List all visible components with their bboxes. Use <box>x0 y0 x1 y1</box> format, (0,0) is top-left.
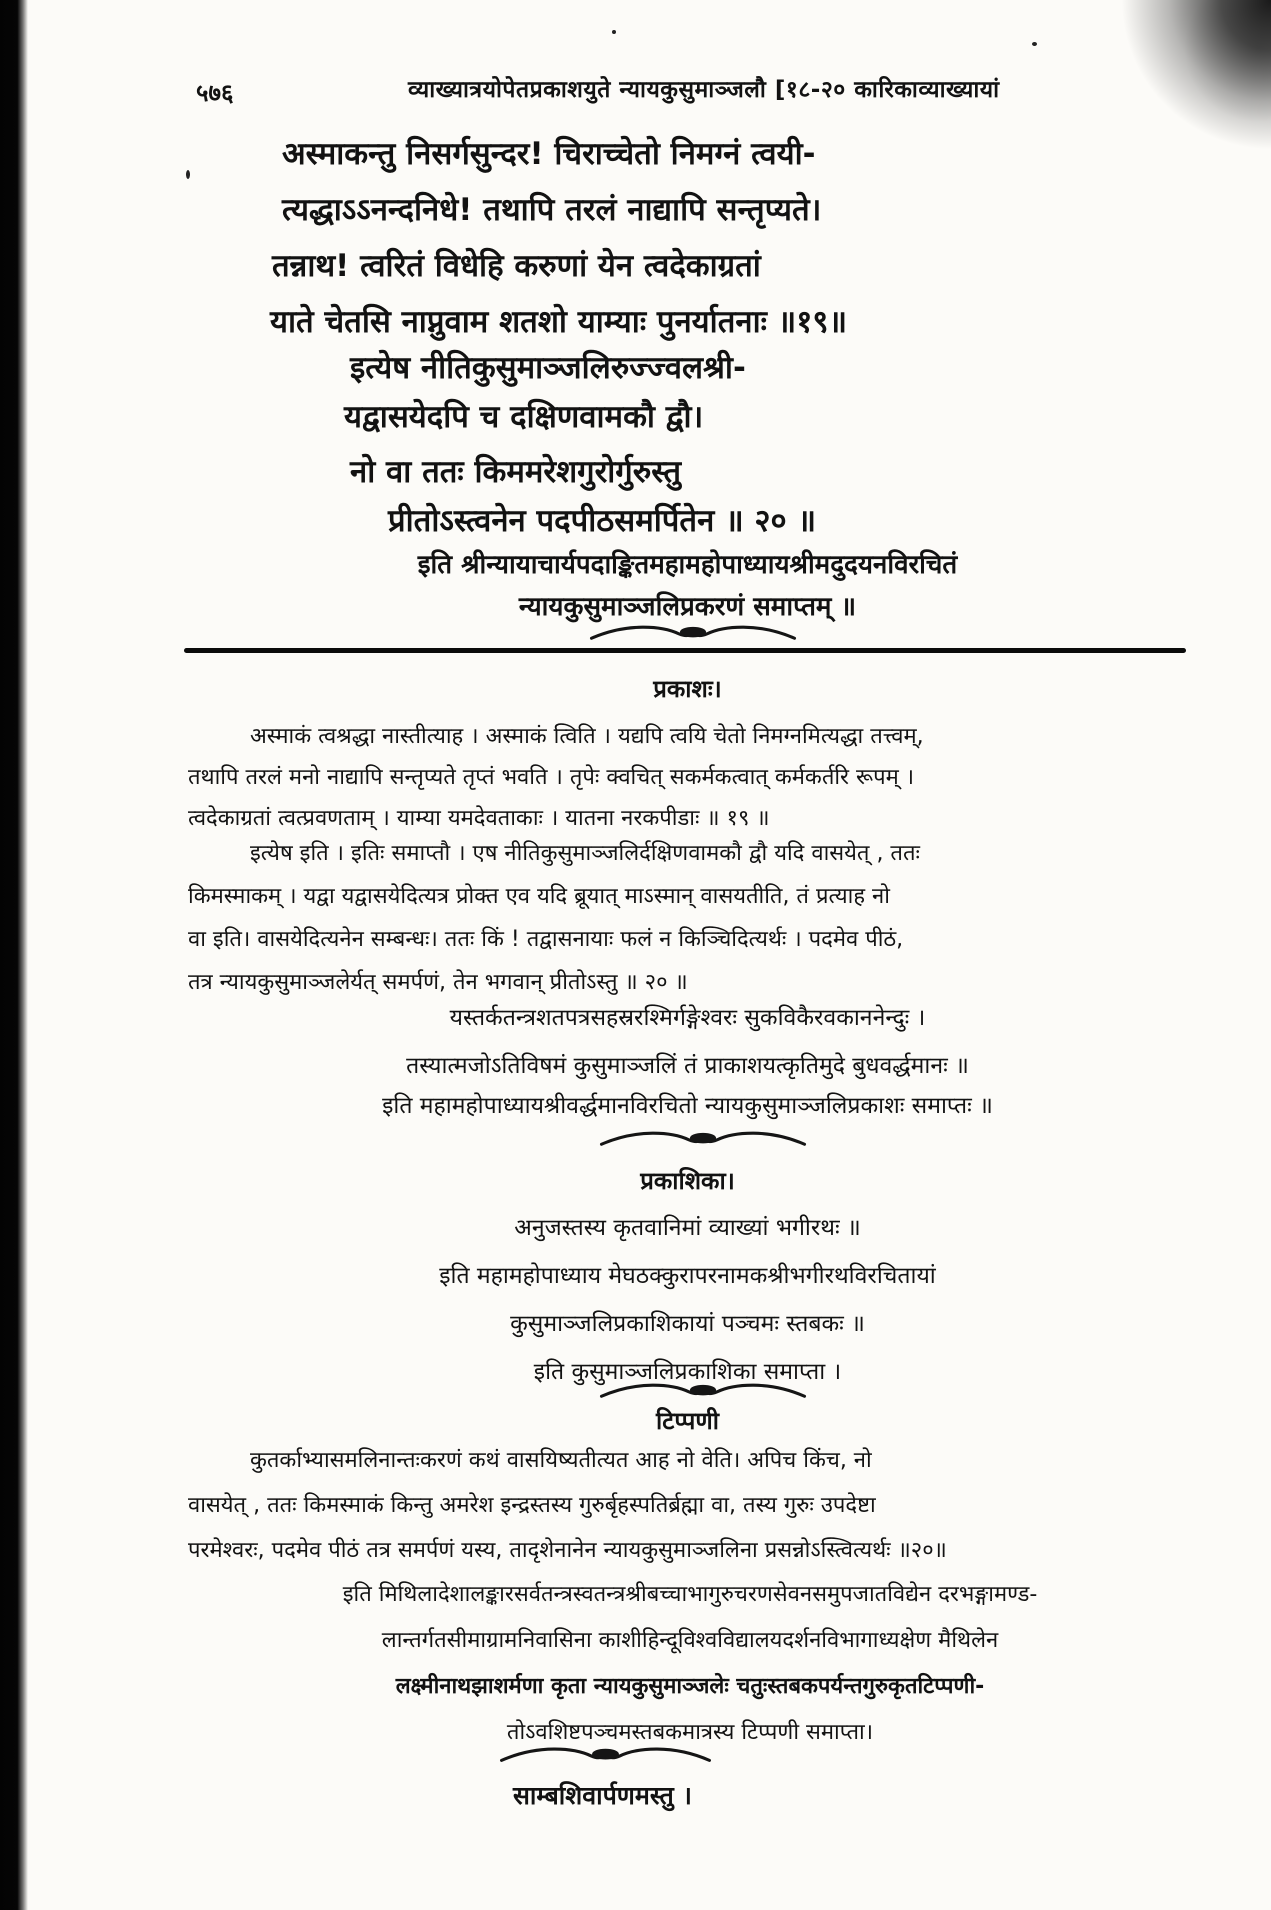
prakasha-para-2-line: इत्येष इति । इतिः समाप्तौ । एष नीतिकुसुमाञ्जलिर्दक्षिणवामकौ द्वौ यदि वासयेत् , ततः <box>250 841 920 866</box>
tippani-colophon-line: लक्ष्मीनाथझाशर्मणा कृता न्यायकुसुमाञ्जलेः चतुःस्तबकपर्यन्तगुरुकृतटिप्पणी- <box>395 1674 985 1699</box>
verse-19-line: अस्माकन्तु निसर्गसुन्दर! चिराच्चेतो निमग्नं त्वयी- <box>282 136 816 172</box>
verse-19-line: याते चेतसि नाप्नुवाम शतशो याम्याः पुनर्यातनाः ॥१९॥ <box>270 304 848 340</box>
prakashika-block <box>190 1204 1185 1396</box>
ink-speck <box>1032 42 1037 46</box>
flourish-ornament <box>498 1742 713 1768</box>
ink-speck <box>186 170 190 179</box>
section-divider <box>184 648 1186 653</box>
closing-benediction: साम्बशिवार्पणमस्तु । <box>512 1781 692 1810</box>
verse-20-line: नो वा ततः किममरेशगुरोर्गुरुस्तु <box>350 454 682 490</box>
prakasha-para-1 <box>188 716 1192 839</box>
verse-19-line: त्यद्धाऽऽनन्दनिधे! तथापि तरलं नाद्यापि सन्तृप्यते। <box>282 192 822 228</box>
main-colophon <box>190 544 1185 628</box>
main-colophon-line: इति श्रीन्यायाचार्यपदाङ्कितमहामहोपाध्यायश्रीमदुदयनविरचितं <box>417 550 958 580</box>
prakasha-para-2 <box>188 832 1192 1004</box>
scan-noise-corner <box>1111 0 1271 160</box>
tippani-colophon-line: इति मिथिलादेशालङ्कारसर्वतन्त्रस्वतन्त्रश्रीबच्चाभागुरुचरणसेवनसमुपजातविद्येन दरभङ्गामण्ड- <box>342 1582 1038 1607</box>
flourish-ornament <box>598 1126 808 1152</box>
verse-20-line: प्रीतोऽस्त्वनेन पदपीठसमर्पितेन ॥ २० ॥ <box>388 503 817 539</box>
tippani-para-line: कुतर्काभ्यासमलिनान्तःकरणं कथं वासयिष्यतीत्यत आह नो वेति। अपिच किंच, नो <box>250 1448 872 1473</box>
prakasha-para-1-line: तथापि तरलं मनो नाद्यापि सन्तृप्यते तृप्तं भवति । तृपेः क्वचित् सकर्मकत्वात् कर्मकर्तरि रूपम् । <box>188 765 915 790</box>
verse-20-line: इत्येष नीतिकुसुमाञ्जलिरुज्ज्वलश्री- <box>350 350 746 386</box>
prakasha-para-1-line: त्वदेकाग्रतां त्वत्प्रवणताम् । याम्या यमदेवताकाः । यातना नरकपीडाः ॥ १९ ॥ <box>188 806 770 831</box>
tippani-colophon <box>188 1572 1192 1756</box>
prakasha-heading: प्रकाशः। <box>653 675 722 703</box>
prakasha-para-2-line: वा इति। वासयेदित्यनेन सम्बन्धः। ततः किं ! तद्वासनायाः फलं न किञ्चिदित्यर्थः । पदमेव पीठं, <box>188 927 904 952</box>
tippani-para <box>188 1438 1192 1573</box>
verse-20-line: यद्वासयेदपि च दक्षिणवामकौ द्वौ। <box>344 399 704 435</box>
prakasha-para-2-line: तत्र न्यायकुसुमाञ्जलेर्यत् समर्पणं, तेन भगवान् प्रीतोऽस्तु ॥ २० ॥ <box>188 970 688 995</box>
tippani-colophon-line: तोऽवशिष्टपञ्चमस्तबकमात्रस्य टिप्पणी समाप्ता। <box>506 1720 874 1745</box>
verse-19-line: तन्नाथ! त्वरितं विधेहि करुणां येन त्वदेकाग्रतां <box>272 248 761 284</box>
prakashika-line: इति महामहोपाध्याय मेघठक्कुरापरनामकश्रीभगीरथविरचितायां <box>439 1263 936 1289</box>
scan-edge-bar <box>0 0 28 1910</box>
running-title: व्याख्यात्रयोपेतप्रकाशयुते न्यायकुसुमाञ्जलौ [१८-२० कारिकाव्याख्यायां <box>408 77 1000 103</box>
prakasha-verse <box>190 994 1185 1090</box>
ink-speck <box>612 30 616 34</box>
prakashika-line: कुसुमाञ्जलिप्रकाशिकायां पञ्चमः स्तबकः ॥ <box>510 1311 865 1337</box>
flourish-ornament <box>598 1378 808 1404</box>
prakasha-verse-line: यस्तर्कतन्त्रशतपत्रसहस्ररश्मिर्गङ्गेश्वरः सुकविकैरवकाननेन्दुः । <box>449 1005 926 1031</box>
tippani-para-line: वासयेत् , ततः किमस्माकं किन्तु अमरेश इन्द्रस्तस्य गुरुर्बृहस्पतिर्ब्रह्मा वा, तस्य गुरुः उपदेष्टा <box>188 1493 876 1518</box>
prakashika-heading: प्रकाशिका। <box>640 1167 735 1195</box>
page-number: ५७६ <box>196 79 234 107</box>
prakasha-colophon: इति महामहोपाध्यायश्रीवर्द्धमानविरचितो न्यायकुसुमाञ्जलिप्रकाशः समाप्तः ॥ <box>382 1093 993 1119</box>
main-colophon-line: न्यायकुसुमाञ्जलिप्रकरणं समाप्तम् ॥ <box>518 592 857 622</box>
flourish-ornament <box>588 620 798 646</box>
verse-19 <box>270 126 848 350</box>
verse-20 <box>344 344 817 546</box>
prakashika-line: इति कुसुमाञ्जलिप्रकाशिका समाप्ता । <box>533 1359 842 1385</box>
prakasha-para-1-line: अस्माकं त्वश्रद्धा नास्तीत्याह । अस्माकं त्विति । यद्यपि त्वयि चेतो निमग्नमित्यद्धा तत्त्वम्, <box>250 724 924 749</box>
tippani-colophon-line: लान्तर्गतसीमाग्रामनिवासिना काशीहिन्दूविश्वविद्यालयदर्शनविभागाध्यक्षेण मैथिलेन <box>381 1628 999 1653</box>
prakasha-verse-line: तस्यात्मजोऽतिविषमं कुसुमाञ्जलिं तं प्राकाशयत्कृतिमुदे बुधवर्द्धमानः ॥ <box>406 1053 969 1079</box>
tippani-para-line: परमेश्वरः, पदमेव पीठं तत्र समर्पणं यस्य, तादृशेनानेन न्यायकुसुमाञ्जलिना प्रसन्नोऽस्त्वित्यर्थः ॥२०॥ <box>188 1538 947 1563</box>
tippani-heading: टिप्पणी <box>656 1407 719 1435</box>
prakasha-para-2-line: किमस्माकम् । यद्वा यद्वासयेदित्यत्र प्रोक्त एव यदि ब्रूयात् माऽस्मान् वासयतीति, तं प्रत्याह नो <box>188 884 890 909</box>
prakashika-line: अनुजस्तस्य कृतवानिमां व्याख्यां भगीरथः ॥ <box>514 1215 861 1241</box>
